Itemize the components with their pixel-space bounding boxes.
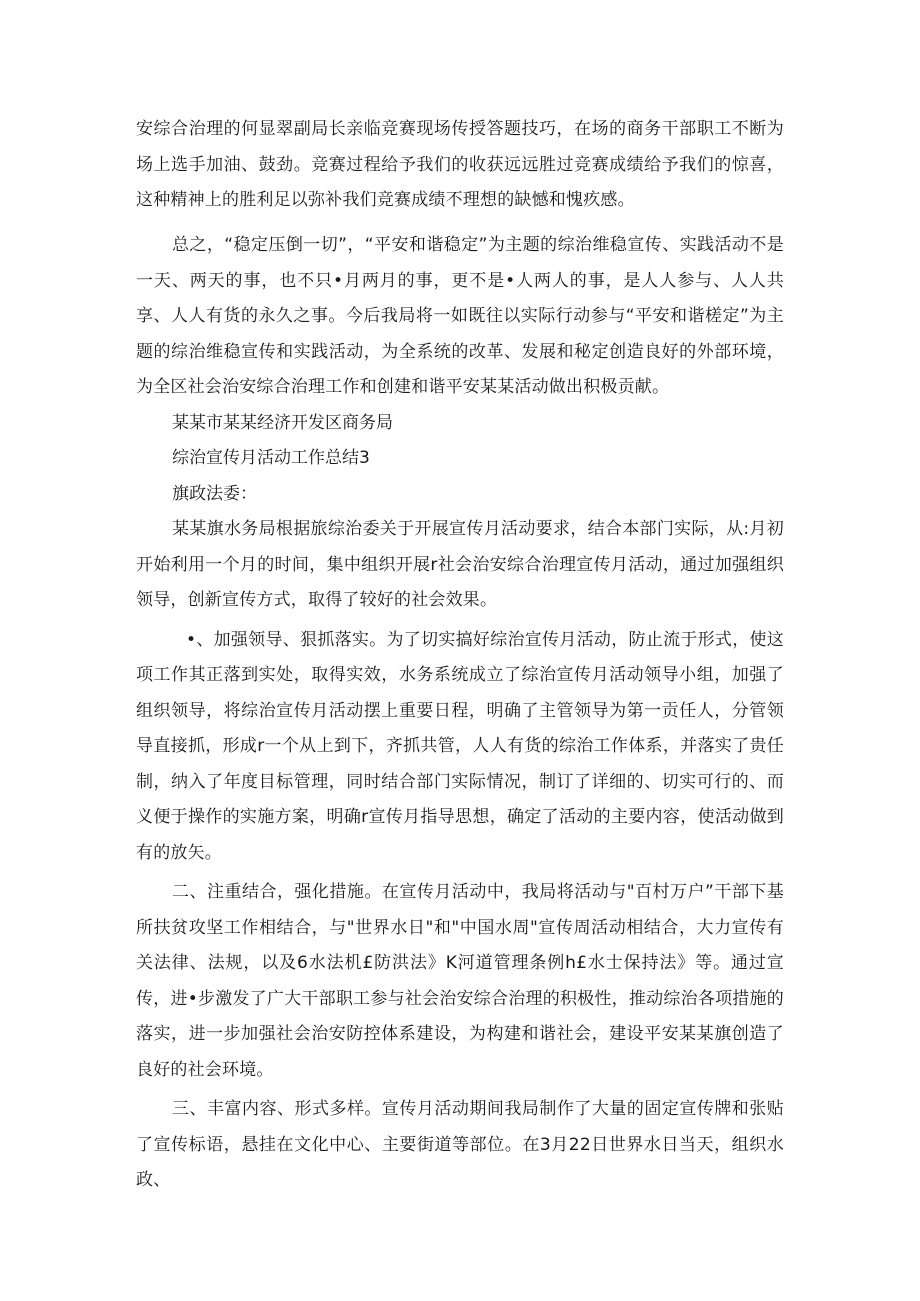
paragraph-point-three: 三、丰富内容、形式多样。宣传月活动期间我局制作了大量的固定宣传牌和张贴了宣传标语，悬挂在文化中心、主要街道等部位。在3月22日世界水日当天，组织水政、 (136, 1099, 784, 1190)
paragraph-competition-continued: 安综合治理的何显翠副局长亲临竞赛现场传授答题技巧，在场的商务干部职工不断为场上选手加油、鼓劲。竞赛过程给予我们的收获远远胜过竞赛成绩给予我们的惊喜，这种精神上的胜利足以弥补我们竞赛成绩不理想的缺憾和愧疚感。 (136, 119, 784, 210)
paragraph-point-one: •、加强领导、狠抓落实。为了切实搞好综治宣传月活动，防止流于形式，使这项工作其正落到实处，取得实效，水务系统成立了综治宣传月活动领导小组，加强了组织领导，将综治宣传月活动摆上重要日程，明确了主管领导为第一贡任人，分管领导直接抓，形成r一个从上到下，齐抓共管，人人有货的综治工作体系，并落实了贵任制，纳入了年度目标管理，同时结合部门实际情况，制订了详细的、切实可行的、而义便于操作的实施方案，明确r宣传月指导思想，确定了活动的主要内容，使活动做到有的放矢。 (136, 629, 784, 863)
paragraph-conclusion: 总之，“稳定压倒一切”，“平安和谐稳定”为主题的综治维稳宣传、实践活动不是一天、两天的事，也不只•月两月的事，更不是•人两人的事，是人人参与、人人共享、人人有货的永久之事。今后我局将一如既往以实际行动参与“平安和谐槎定”为主题的综治维稳宣传和实践活动，为全系统的改革、发展和秘定创造良好的外部环境，为全区社会治安综合治理工作和创建和谐平安某某活动做出积极贡献。 (136, 235, 784, 397)
document-body (136, 112, 784, 1199)
salutation: 旗政法委： (172, 483, 257, 504)
signature-organization: 某某市某某经济开发区商务局 (172, 412, 393, 433)
paragraph-intro: 某某旗水务局根据旅综治委关于开展宣传月活动要求，结合本部门实际，从:月初开始利用一个月的时间，集中组织开展r社会治安综合治理宣传月活动，通过加强组织领导，创新宣传方式，取得了较好的社会效果。 (136, 519, 784, 610)
section-title: 综治宣传月活动工作总结3 (172, 448, 370, 468)
paragraph-point-two: 二、注重结合，强化措施。在宣传月活动中，我局将活动与"百村万户”干部下基所扶贫攻坚工作相结合，与"世界水日"和"中国水周"宣传周活动相结合，大力宣传有关法律、法规，以及6水法机£防洪法》K河道管理条例h£水士保持法》等。通过宣传，进•步激发了广大干部职工参与社会治安综合治理的积极性，推动综治各项措施的落实，进一步加强社会治安防控体系建设，为构建和谐社会，建设平安某某旗创造了良好的社会环境。 (136, 882, 784, 1080)
